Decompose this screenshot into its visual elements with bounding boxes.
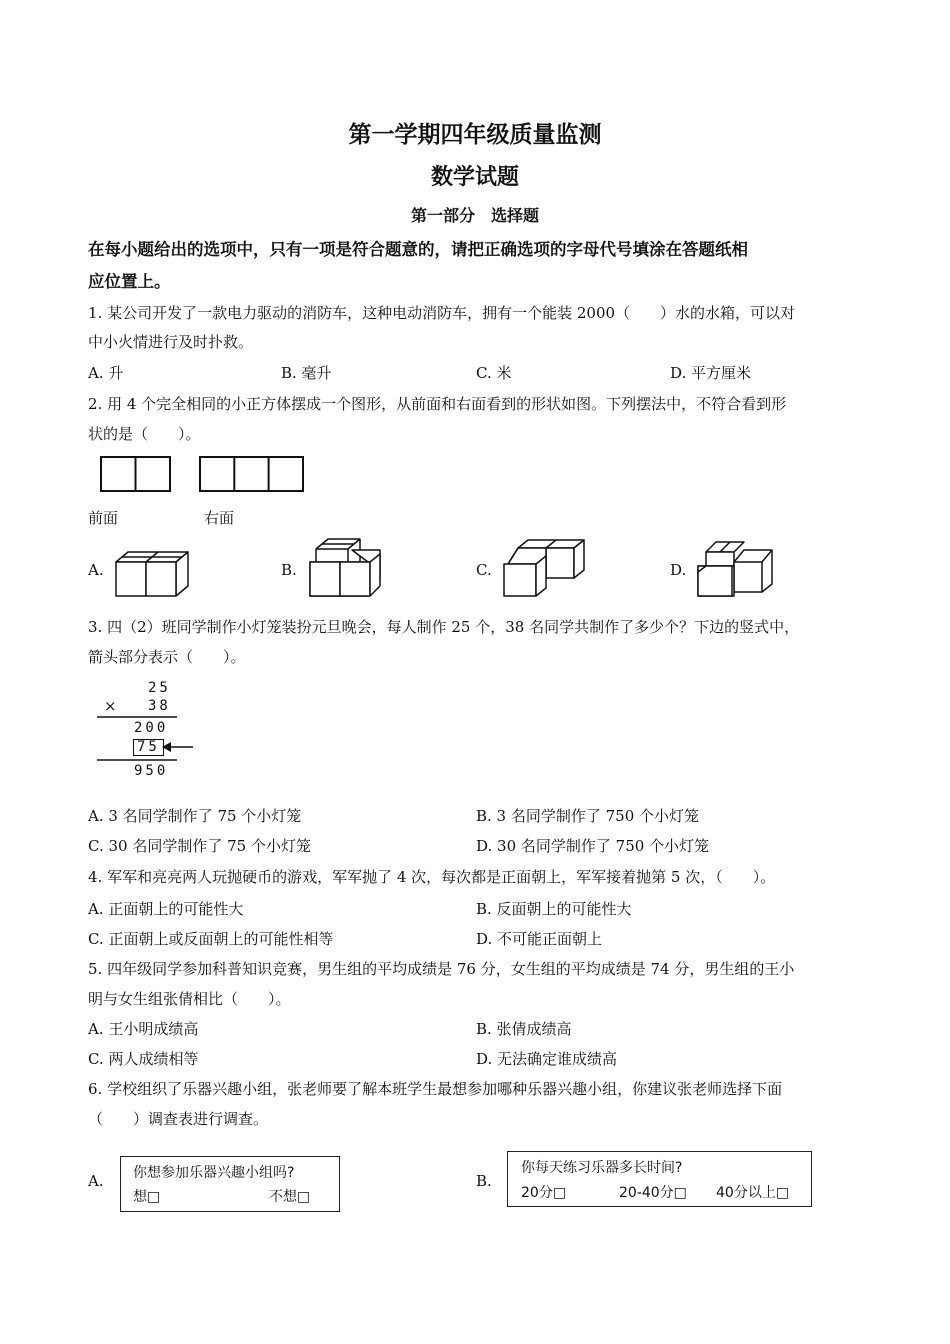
- instructions-line-1: 在每小题给出的选项中，只有一项是符合题意的，请把正确选项的字母代号填涂在答题纸相: [88, 240, 748, 259]
- q3-option-b[interactable]: B. 3 名同学制作了 750 个小灯笼: [476, 807, 700, 825]
- q5-option-d[interactable]: D. 无法确定谁成绩高: [476, 1050, 618, 1068]
- calc-line-bottom: [97, 759, 177, 761]
- survey-b-question: 你每天练习乐器多长时间?: [521, 1160, 683, 1176]
- front-view-figure: [100, 456, 172, 492]
- q3-text-line-2: 箭头部分表示（ ）。: [88, 648, 246, 666]
- calc-result: 950: [134, 763, 169, 779]
- calc-multiplier: 38: [148, 698, 171, 714]
- right-view-figure: [199, 456, 305, 492]
- survey-a-choice-no: 不想□: [269, 1189, 311, 1205]
- survey-b-choice-1: 20分□: [521, 1185, 567, 1201]
- page-title: 第一学期四年级质量监测: [348, 121, 602, 148]
- survey-b-choice-2: 20-40分□: [619, 1185, 687, 1201]
- q2-option-a[interactable]: A.: [88, 561, 104, 579]
- q2-text-line-1: 2. 用 4 个完全相同的小正方体摆成一个图形，从前面和右面看到的形状如图。下列摆法中，不符合看到形: [88, 395, 787, 413]
- survey-a-box: [120, 1156, 340, 1212]
- q6-option-b[interactable]: B.: [476, 1172, 492, 1190]
- q6-text-line-1: 6. 学校组织了乐器兴趣小组，张老师要了解本班学生最想参加哪种乐器兴趣小组，你建议张老师选择下面: [88, 1080, 783, 1098]
- q2-option-c-cubes: [502, 538, 590, 600]
- calc-multiplicand: 25: [148, 680, 171, 696]
- section-heading: 第一部分 选择题: [410, 206, 539, 225]
- survey-a-question: 你想参加乐器兴趣小组吗?: [133, 1165, 295, 1181]
- q2-option-b-cubes: [308, 538, 384, 600]
- q1-text-line-1: 1. 某公司开发了一款电力驱动的消防车，这种电动消防车，拥有一个能装 2000（ ）水的水箱，可以对: [88, 304, 796, 322]
- q4-option-b[interactable]: B. 反面朝上的可能性大: [476, 900, 632, 918]
- q6-option-a[interactable]: A.: [88, 1172, 104, 1190]
- q3-option-c[interactable]: C. 30 名同学制作了 75 个小灯笼: [88, 837, 311, 855]
- q4-text-line-1: 4. 军军和亮亮两人玩抛硬币的游戏，军军抛了 4 次，每次都是正面朝上，军军接着抛第 5 次，（ ）。: [88, 868, 776, 886]
- arrow-icon: [162, 741, 194, 753]
- q4-option-a[interactable]: A. 正面朝上的可能性大: [88, 900, 244, 918]
- q5-text-line-1: 5. 四年级同学参加科普知识竞赛，男生组的平均成绩是 76 分，女生组的平均成绩是 74 分，男生组的王小: [88, 960, 795, 978]
- calc-partial-1: 200: [134, 720, 169, 736]
- q1-option-c[interactable]: C. 米: [476, 364, 512, 382]
- q5-option-a[interactable]: A. 王小明成绩高: [88, 1020, 199, 1038]
- survey-b-box: [507, 1151, 812, 1207]
- q3-option-d[interactable]: D. 30 名同学制作了 750 个小灯笼: [476, 837, 710, 855]
- q6-text-line-2: （ ）调查表进行调查。: [88, 1110, 269, 1128]
- q1-option-b[interactable]: B. 毫升: [281, 364, 332, 382]
- q2-text-line-2: 状的是（ ）。: [88, 425, 201, 443]
- q4-option-c[interactable]: C. 正面朝上或反面朝上的可能性相等: [88, 930, 334, 948]
- q1-option-a[interactable]: A. 升: [88, 364, 124, 382]
- instructions-line-2: 应位置上。: [88, 272, 171, 291]
- survey-b-choice-3: 40分以上□: [716, 1185, 790, 1201]
- right-view-label: 右面: [204, 509, 235, 527]
- calc-times-sign: ×: [104, 697, 117, 715]
- q2-option-c[interactable]: C.: [476, 561, 492, 579]
- q1-text-line-2: 中小火情进行及时扑救。: [88, 333, 254, 351]
- q2-option-b[interactable]: B.: [281, 561, 297, 579]
- calc-partial-2-boxed: 75: [133, 739, 164, 756]
- q3-option-a[interactable]: A. 3 名同学制作了 75 个小灯笼: [88, 807, 302, 825]
- q1-option-d[interactable]: D. 平方厘米: [670, 364, 752, 382]
- q2-option-a-cubes: [114, 550, 194, 602]
- q5-option-b[interactable]: B. 张倩成绩高: [476, 1020, 572, 1038]
- q2-option-d-cubes: [696, 540, 776, 600]
- q2-option-d[interactable]: D.: [670, 561, 687, 579]
- q5-option-c[interactable]: C. 两人成绩相等: [88, 1050, 199, 1068]
- front-view-label: 前面: [88, 509, 119, 527]
- q4-option-d[interactable]: D. 不可能正面朝上: [476, 930, 603, 948]
- calc-line-top: [97, 716, 177, 718]
- q5-text-line-2: 明与女生组张倩相比（ ）。: [88, 990, 291, 1008]
- q3-text-line-1: 3. 四（2）班同学制作小灯笼装扮元旦晚会，每人制作 25 个，38 名同学共制作了多少个？下边的竖式中，: [88, 618, 800, 636]
- page-subtitle: 数学试题: [430, 164, 519, 190]
- survey-a-choice-yes: 想□: [133, 1189, 161, 1205]
